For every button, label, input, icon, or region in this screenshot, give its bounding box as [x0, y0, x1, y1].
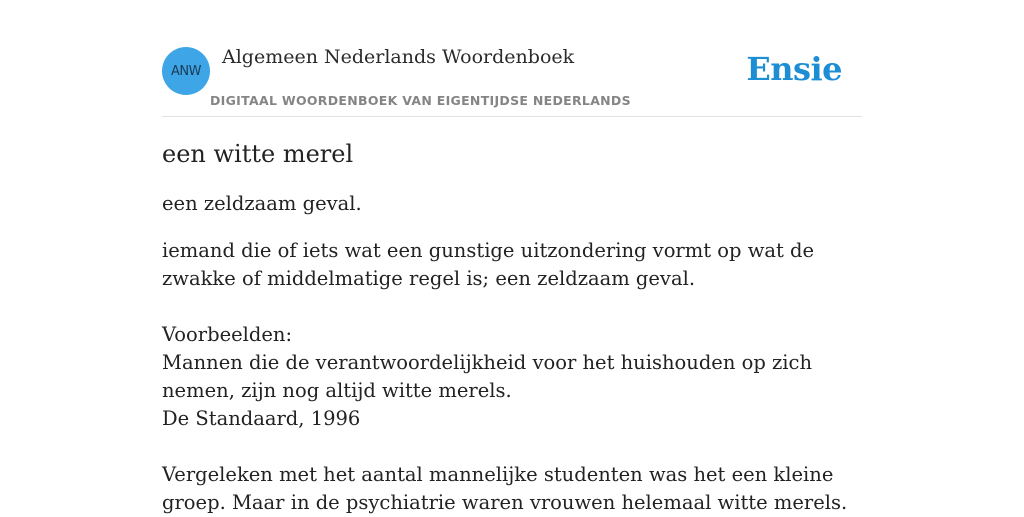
- entry-term: een witte merel: [162, 140, 354, 168]
- example-quote: Vergeleken met het aantal mannelijke studenten was het een kleine groep. Maar in de psychiatrie waren vrouwen helemaal witte merels.: [162, 463, 848, 514]
- logo-text: ANW: [171, 63, 201, 79]
- ensie-brand-link[interactable]: Ensie: [746, 50, 842, 88]
- example-quote: Mannen die de verantwoordelijkheid voor het huishouden op zich nemen, zijn nog altijd witte merels.: [162, 351, 813, 402]
- full-definition: [162, 237, 862, 517]
- site-header: [162, 40, 862, 117]
- dictionary-entry: [162, 138, 862, 517]
- site-subtitle: DIGITAAL WOORDENBOEK VAN EIGENTIJDSE NEDERLANDS: [210, 93, 631, 108]
- site-title[interactable]: Algemeen Nederlands Woordenboek: [222, 46, 575, 68]
- anw-logo[interactable]: [162, 47, 210, 95]
- examples-label: Voorbeelden:: [162, 323, 293, 346]
- example-source: De Standaard, 1996: [162, 407, 361, 430]
- short-definition: een zeldzaam geval.: [162, 192, 362, 215]
- definition-text: iemand die of iets wat een gunstige uitzondering vormt op wat de zwakke of middelmatige regel is; een zeldzaam geval.: [162, 239, 815, 290]
